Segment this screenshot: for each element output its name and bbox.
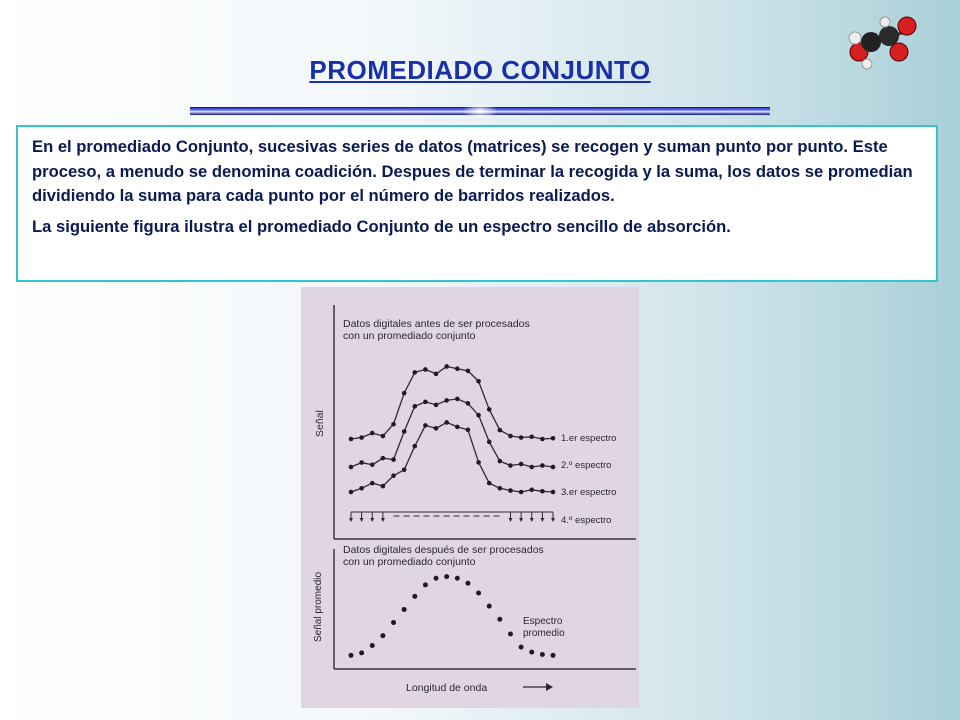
- series-3-point: [434, 426, 439, 431]
- spectrum-figure: [301, 287, 639, 708]
- x-axis-label: Longitud de onda: [406, 682, 488, 694]
- series-1-point: [381, 434, 386, 439]
- series-4-arrowhead: [519, 518, 523, 522]
- series-2-point: [444, 398, 449, 403]
- series-3-point: [349, 490, 354, 495]
- series-3-point: [519, 490, 524, 495]
- title-divider: [190, 104, 770, 118]
- series-1-point: [349, 437, 354, 442]
- series-1-point: [391, 422, 396, 427]
- series-1-point: [498, 428, 503, 433]
- series-1-point: [540, 437, 545, 442]
- series-4-arrowhead: [370, 518, 374, 522]
- series-3-point: [466, 428, 471, 433]
- average-point: [423, 582, 428, 587]
- series-2-point: [391, 457, 396, 462]
- series-4-arrowhead: [349, 518, 353, 522]
- series-1-point: [359, 435, 364, 440]
- series-2-point: [381, 456, 386, 461]
- average-point: [551, 653, 556, 658]
- x-arrow-head: [546, 683, 553, 691]
- average-point: [444, 574, 449, 579]
- series-3-point: [540, 489, 545, 494]
- label-spectrum-1: 1.er espectro: [561, 433, 617, 444]
- average-point: [402, 607, 407, 612]
- bottom-caption-2: con un promediado conjunto: [343, 556, 476, 568]
- series-1-point: [529, 434, 534, 439]
- molecule-icon: [845, 12, 925, 70]
- average-point: [455, 576, 460, 581]
- series-4-arrowhead: [360, 518, 364, 522]
- series-2-point: [423, 400, 428, 405]
- series-1-point: [466, 369, 471, 374]
- label-spectrum-4: 4.º espectro: [561, 515, 612, 526]
- series-2-point: [349, 465, 354, 470]
- series-1-point: [412, 370, 417, 375]
- series-2-point: [498, 459, 503, 464]
- series-2-point: [551, 465, 556, 470]
- top-caption-2: con un promediado conjunto: [343, 330, 476, 342]
- average-point: [412, 594, 417, 599]
- series-2-point: [519, 462, 524, 467]
- avg-label-2: promedio: [523, 628, 565, 639]
- series-1-point: [455, 366, 460, 371]
- series-1-point: [423, 367, 428, 372]
- average-point: [497, 617, 502, 622]
- series-4-arrowhead: [551, 518, 555, 522]
- series-3-point: [455, 425, 460, 430]
- average-point: [380, 633, 385, 638]
- average-point: [529, 650, 534, 655]
- series-2-point: [370, 462, 375, 467]
- series-1-point: [402, 391, 407, 396]
- series-3-point: [551, 490, 556, 495]
- paragraph-figure-intro: La siguiente figura ilustra el promediado Conjunto de un espectro sencillo de absorción.: [32, 216, 731, 236]
- series-3-point: [498, 486, 503, 491]
- bottom-y-label: Señal promedio: [313, 571, 324, 642]
- average-point: [349, 653, 354, 658]
- series-2-point: [529, 465, 534, 470]
- series-2-point: [455, 397, 460, 402]
- average-point: [370, 643, 375, 648]
- series-1-point: [508, 434, 513, 439]
- series-1-point: [487, 407, 492, 412]
- series-3-point: [412, 444, 417, 449]
- top-caption-1: Datos digitales antes de ser procesados: [343, 318, 530, 330]
- average-point: [434, 576, 439, 581]
- series-2-point: [508, 463, 513, 468]
- series-1-point: [519, 435, 524, 440]
- series-4-arrowhead: [508, 518, 512, 522]
- series-2-point: [487, 440, 492, 445]
- series-1-line: [351, 367, 553, 440]
- average-point: [359, 650, 364, 655]
- series-2-point: [359, 460, 364, 465]
- average-point: [540, 652, 545, 657]
- avg-label-1: Espectro: [523, 616, 563, 627]
- series-3-point: [391, 473, 396, 478]
- series-1-point: [444, 364, 449, 369]
- page-title: PROMEDIADO CONJUNTO: [309, 55, 651, 85]
- series-4-arrowhead: [530, 518, 534, 522]
- series-3-point: [402, 468, 407, 473]
- label-spectrum-2: 2.º espectro: [561, 460, 612, 471]
- average-point: [476, 591, 481, 596]
- series-1-point: [476, 379, 481, 384]
- series-3-point: [444, 420, 449, 425]
- series-4-arrowhead: [381, 518, 385, 522]
- top-y-label: Señal: [314, 410, 326, 437]
- label-spectrum-3: 3.er espectro: [561, 487, 617, 498]
- average-point: [519, 645, 524, 650]
- series-2-point: [466, 401, 471, 406]
- series-3-point: [370, 481, 375, 486]
- bottom-caption-1: Datos digitales después de ser procesados: [343, 544, 544, 556]
- series-3-point: [508, 488, 513, 493]
- series-4-arrowhead: [540, 518, 544, 522]
- spectrum-chart: [301, 287, 639, 708]
- series-1-point: [370, 431, 375, 436]
- series-1-point: [551, 436, 556, 441]
- series-2-point: [434, 403, 439, 408]
- series-2-point: [402, 429, 407, 434]
- series-2-point: [412, 404, 417, 409]
- average-point: [487, 604, 492, 609]
- series-3-point: [359, 486, 364, 491]
- series-3-point: [529, 487, 534, 492]
- series-2-point: [540, 463, 545, 468]
- series-2-point: [476, 413, 481, 418]
- average-point: [465, 581, 470, 586]
- series-3-point: [381, 484, 386, 489]
- series-1-point: [434, 372, 439, 377]
- text-box: [16, 125, 938, 282]
- average-point: [391, 620, 396, 625]
- average-point: [508, 632, 513, 637]
- series-3-point: [487, 481, 492, 486]
- series-3-point: [423, 423, 428, 428]
- paragraph-intro: En el promediado Conjunto, sucesivas series de datos (matrices) se recogen y suman punto por punto. Este proceso, a menudo se denomina coadición. Despues de terminar la recogida y la suma, los datos se promedian dividiendo la suma para cada punto por el número de barridos realizados.: [32, 137, 913, 205]
- series-3-point: [476, 460, 481, 465]
